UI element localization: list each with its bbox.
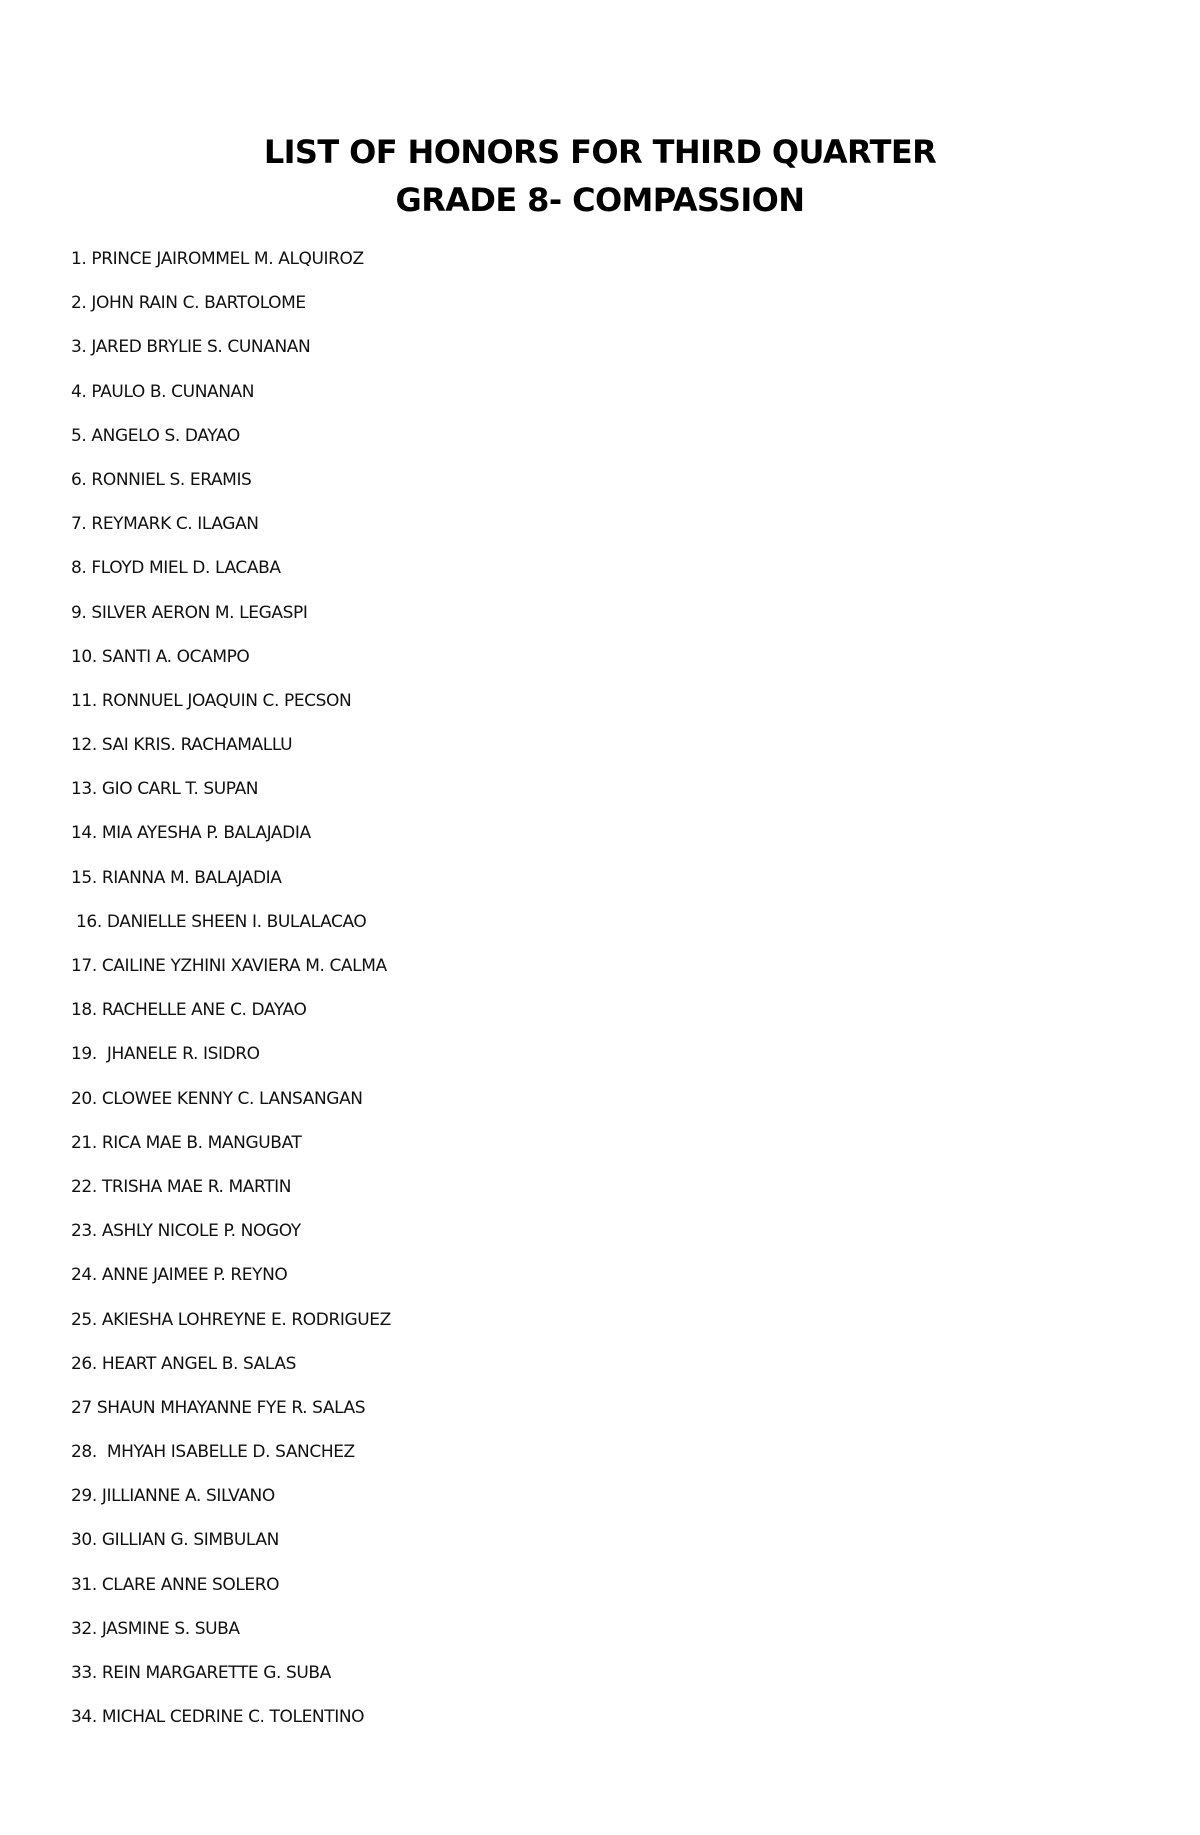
list-item: 23. ASHLY NICOLE P. NOGOY (71, 1221, 301, 1242)
document-header (0, 128, 1200, 224)
list-item: 12. SAI KRIS. RACHAMALLU (71, 735, 293, 756)
list-item: 25. AKIESHA LOHREYNE E. RODRIGUEZ (71, 1309, 391, 1330)
list-item: 5. ANGELO S. DAYAO (71, 425, 240, 446)
list-item: 31. CLARE ANNE SOLERO (71, 1574, 280, 1595)
list-item: 19. JHANELE R. ISIDRO (71, 1044, 260, 1065)
list-item: 33. REIN MARGARETTE G. SUBA (71, 1663, 331, 1683)
list-item: 18. RACHELLE ANE C. DAYAO (71, 1000, 307, 1021)
honors-list (71, 248, 771, 1750)
list-item: 26. HEART ANGEL B. SALAS (71, 1353, 296, 1374)
list-item: 1. PRINCE JAIROMMEL M. ALQUIROZ (71, 249, 364, 269)
list-item: 8. FLOYD MIEL D. LACABA (71, 558, 281, 579)
list-item: 24. ANNE JAIMEE P. REYNO (71, 1265, 288, 1286)
list-item: 2. JOHN RAIN C. BARTOLOME (71, 293, 306, 314)
list-item: 10. SANTI A. OCAMPO (71, 646, 250, 667)
list-item: 13. GIO CARL T. SUPAN (71, 779, 259, 800)
list-item: 14. MIA AYESHA P. BALAJADIA (71, 823, 311, 844)
list-item: 20. CLOWEE KENNY C. LANSANGAN (71, 1088, 363, 1109)
list-item: 7. REYMARK C. ILAGAN (71, 514, 259, 535)
page-title: LIST OF HONORS FOR THIRD QUARTER (263, 133, 937, 171)
list-item: 32. JASMINE S. SUBA (71, 1618, 240, 1639)
list-item: 28. MHYAH ISABELLE D. SANCHEZ (71, 1442, 355, 1463)
list-item: 9. SILVER AERON M. LEGASPI (71, 602, 308, 623)
list-item: 22. TRISHA MAE R. MARTIN (71, 1176, 292, 1197)
list-item: 6. RONNIEL S. ERAMIS (71, 469, 252, 490)
list-item: 27 SHAUN MHAYANNE FYE R. SALAS (71, 1397, 366, 1418)
list-item: 30. GILLIAN G. SIMBULAN (71, 1530, 279, 1551)
list-item: 4. PAULO B. CUNANAN (71, 381, 255, 402)
list-item: 17. CAILINE YZHINI XAVIERA M. CALMA (71, 956, 387, 976)
list-item: 16. DANIELLE SHEEN I. BULALACAO (71, 911, 367, 932)
list-item: 15. RIANNA M. BALAJADIA (71, 867, 282, 888)
list-item: 11. RONNUEL JOAQUIN C. PECSON (71, 690, 352, 711)
list-item: 29. JILLIANNE A. SILVANO (71, 1486, 275, 1507)
list-item: 3. JARED BRYLIE S. CUNANAN (71, 337, 311, 358)
list-item: 21. RICA MAE B. MANGUBAT (71, 1132, 302, 1153)
list-item: 34. MICHAL CEDRINE C. TOLENTINO (71, 1707, 365, 1728)
page-subtitle: GRADE 8- COMPASSION (395, 181, 805, 219)
